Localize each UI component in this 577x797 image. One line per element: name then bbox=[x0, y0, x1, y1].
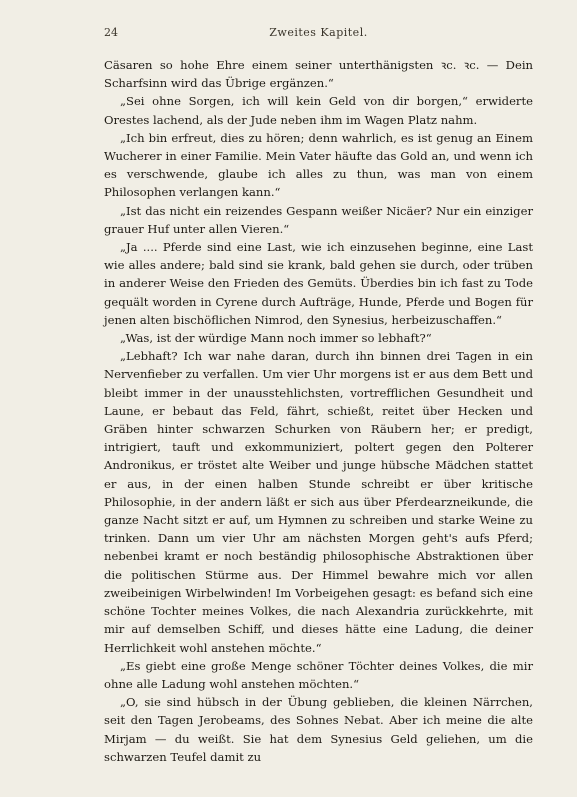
page-number: 24 bbox=[104, 26, 118, 39]
body-text bbox=[104, 56, 533, 766]
paragraph: „O, sie sind hübsch in der Übung geblieben, die kleinen Närrchen, seit den Tagen Jerobeams, des Sohnes Nebat. Aber ich meine die alte Mirjam — du weißt. Sie hat dem Synesius Geld geliehen, um die schwarzen Teufel damit zu bbox=[104, 695, 533, 764]
paragraph: „Es giebt eine große Menge schöner Töchter deines Volkes, die mir ohne alle Ladung wohl anstehen möchten.“ bbox=[104, 658, 533, 691]
paragraph: „Ist das nicht ein reizendes Gespann weißer Nicäer? Nur ein einziger grauer Huf unter allen Vieren.“ bbox=[104, 203, 533, 236]
paragraph: „Was, ist der würdige Mann noch immer so lebhaft?“ bbox=[120, 331, 432, 346]
chapter-title: Zweites Kapitel. bbox=[269, 26, 368, 39]
paragraph: „Ja .... Pferde sind eine Last, wie ich einzusehen beginne, eine Last wie alles andere; bald sind sie krank, bald gehen sie durch, oder trüben in anderer Weise den Frieden des Gemüts. Überdies bin ich fast zu Tode gequält worden in Cyrene durch Aufträge, Hunde, Pferde und Bogen für jenen alten bischöflichen Nimrod, den Synesius, herbeizuschaffen.“ bbox=[104, 240, 533, 327]
running-head bbox=[104, 26, 533, 46]
paragraph: Cäsaren so hohe Ehre einem seiner unterthänigsten ꝛc. ꝛc. — Dein Scharfsinn wird das Übrige ergänzen.“ bbox=[104, 58, 533, 91]
paragraph: „Lebhaft? Ich war nahe daran, durch ihn binnen drei Tagen in ein Nervenfieber zu verfallen. Um vier Uhr morgens ist er aus dem Bett und bleibt immer in der unausstehlichsten, vortrefflichen Gesundheit und Laune, er bebaut das Feld, fährt, schießt, reitet über Hecken und Gräben hinter schwarzen Schurken von Räubern her; er predigt, intrigiert, tauft und exkommuniziert, poltert gegen den Polterer Andronikus, er tröstet alte Weiber und junge hübsche Mädchen stattet er aus, in der einen halben Stunde schreibt er über kritische Philosophie, in der andern läßt er sich aus über Pferdearzneikunde, die ganze Nacht sitzt er auf, um Hymnen zu schreiben und starke Weine zu trinken. Dann um vier Uhr am nächsten Morgen geht's aufs Pferd; nebenbei kramt er noch beständig philosophische Abstraktionen über die politischen Stürme aus. Der Himmel bewahre mich vor allen zweibeinigen Wirbelwinden! Im Vorbeigehen gesagt: es befand sich eine schöne Tochter meines Volkes, die nach Alexandria zurückkehrte, mit mir auf demselben Schiff, und dieses hätte eine Ladung, die deiner Herrlichkeit wohl anstehen möchte.“ bbox=[104, 349, 533, 655]
paragraph: „Ich bin erfreut, dies zu hören; denn wahrlich, es ist genug an Einem Wucherer in einer Familie. Mein Vater häufte das Gold an, und wenn ich es verschwende, glaube ich alles zu thun, was man von einem Philosophen verlangen kann.“ bbox=[104, 130, 533, 200]
paragraph: „Sei ohne Sorgen, ich will kein Geld von dir borgen,“ erwiderte Orestes lachend, als der Jude neben ihm im Wagen Platz nahm. bbox=[104, 94, 533, 127]
